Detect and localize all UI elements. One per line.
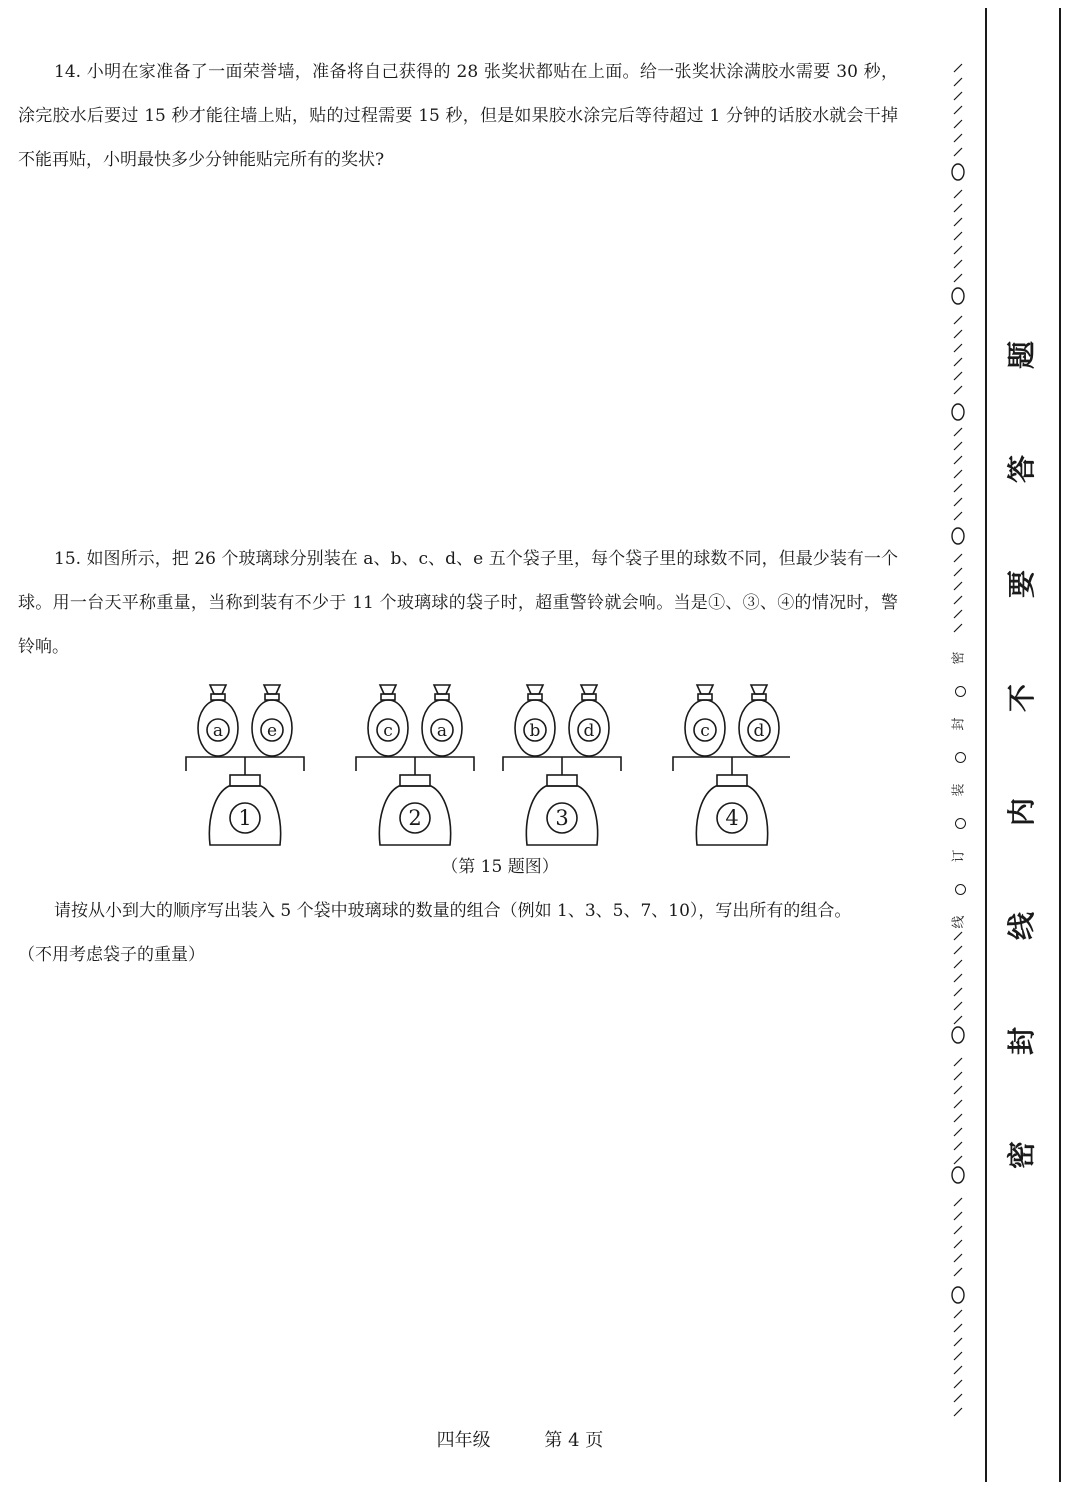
seal-warning-char: 不 [1004, 683, 1038, 712]
seal-dash [954, 218, 962, 226]
seal-dash [954, 358, 962, 366]
seal-dash [954, 386, 962, 394]
seal-dash [954, 1324, 962, 1332]
seal-dash [954, 1212, 962, 1220]
bag-tie [751, 685, 767, 694]
seal-dash [954, 1002, 962, 1010]
bag-neck [528, 694, 542, 700]
binding-ring-icon [955, 818, 966, 829]
scale-number: 2 [408, 806, 422, 830]
bag-label: e [266, 721, 278, 741]
scale-number: 4 [725, 806, 739, 830]
seal-dash [954, 1240, 962, 1248]
seal-dash [954, 232, 962, 240]
bag-neck [752, 694, 766, 700]
scale-neck [717, 775, 747, 786]
seal-dash [954, 1100, 962, 1108]
bag-label: c [700, 721, 710, 741]
seal-dash [954, 428, 962, 436]
seal-dash [954, 190, 962, 198]
bag-label: b [529, 721, 541, 741]
seal-dash [954, 1408, 962, 1416]
binding-mark-ding: 订 [951, 849, 967, 863]
binding-mark-feng: 封 [951, 717, 967, 731]
balance-scale [186, 685, 304, 845]
seal-ring-icon [952, 288, 964, 304]
seal-dash [954, 1394, 962, 1402]
seal-dash [954, 1128, 962, 1136]
seal-dash [954, 442, 962, 450]
bag-label: d [753, 721, 765, 741]
seal-dash [954, 64, 962, 72]
binding-mark-zhuang: 装 [951, 783, 967, 797]
seal-dash [954, 1072, 962, 1080]
question-14-text: 14. 小明在家准备了一面荣誉墙，准备将自己获得的 28 张奖状都贴在上面。给一张奖状涂满胶水需要 30 秒，涂完胶水后要过 15 秒才能往墙上贴，贴的过程需要 15 秒，但是如果胶水涂完后等待超过 1 分钟的话胶水就会干掉不能再贴，小明最快多少分钟能贴完所有的奖状? [18, 62, 898, 170]
footer-grade: 四年级 [436, 1430, 491, 1451]
binding-mark-xian: 线 [951, 915, 967, 929]
seal-dash [954, 1016, 962, 1024]
seal-dash [954, 1114, 962, 1122]
bag-neck [698, 694, 712, 700]
scale-number: 3 [555, 806, 569, 830]
seal-warning-char: 密 [1004, 1140, 1038, 1169]
bag-tie [527, 685, 543, 694]
seal-ring-icon [952, 1167, 964, 1183]
seal-ring-icon [952, 1287, 964, 1303]
seal-dash [954, 204, 962, 212]
seal-dash [954, 1226, 962, 1234]
seal-dash [954, 498, 962, 506]
question-15 [18, 537, 898, 669]
seal-dash [954, 134, 962, 142]
bag-tie [380, 685, 396, 694]
bag-neck [435, 694, 449, 700]
figure-caption: （第 15 题图） [441, 857, 559, 877]
bag-tie [264, 685, 280, 694]
seal-dash [954, 624, 962, 632]
seal-ring-icon [952, 1027, 964, 1043]
balance-scales-figure [170, 678, 790, 853]
seal-warning-char: 要 [1004, 569, 1038, 598]
seal-dash [954, 610, 962, 618]
balance-scale [503, 685, 621, 845]
bag-neck [582, 694, 596, 700]
seal-dash [954, 988, 962, 996]
ball-bag [422, 685, 462, 756]
question-14 [18, 50, 898, 182]
bag-label: d [583, 721, 595, 741]
bag-label: a [436, 721, 448, 741]
footer-page-number: 第 4 页 [544, 1430, 604, 1451]
instruction-text: 请按从小到大的顺序写出装入 5 个袋中玻璃球的数量的组合（例如 1、3、5、7、10），写出所有的组合。 [54, 901, 852, 921]
seal-dash [954, 92, 962, 100]
seal-dash [954, 974, 962, 982]
seal-dash [954, 1058, 962, 1066]
bag-tie [697, 685, 713, 694]
seal-dash [954, 568, 962, 576]
seal-dash [954, 596, 962, 604]
seal-dash [954, 960, 962, 968]
ball-bag [569, 685, 609, 756]
binding-ring-icon [955, 884, 966, 895]
balance-scale [356, 685, 474, 845]
binding-ring-icon [955, 686, 966, 697]
seal-ring-icon [952, 404, 964, 420]
seal-warning-char: 答 [1004, 455, 1038, 484]
seal-ring-icon [952, 528, 964, 544]
seal-dash [954, 1338, 962, 1346]
seal-dash [954, 554, 962, 562]
bag-neck [211, 694, 225, 700]
seal-dash [954, 1198, 962, 1206]
seal-dash [954, 1352, 962, 1360]
scale-neck [547, 775, 577, 786]
ball-bag [515, 685, 555, 756]
ball-bag [685, 685, 725, 756]
bag-tie [434, 685, 450, 694]
seal-dash [954, 1380, 962, 1388]
seal-dash [954, 470, 962, 478]
balance-scale [673, 685, 790, 845]
bag-label: c [383, 721, 393, 741]
bag-neck [265, 694, 279, 700]
binding-mark-mi: 密 [951, 651, 967, 665]
question-15-text: 15. 如图所示，把 26 个玻璃球分别装在 a、b、c、d、e 五个袋子里，每个袋子里的球数不同，但最少装有一个球。用一台天平称重量，当称到装有不少于 11 个玻璃球的袋子时，超重警铃就会响。当是①、③、④的情况时，警铃响。 [18, 549, 898, 657]
ball-bag [198, 685, 238, 756]
seal-warning-text [995, 340, 1049, 1170]
seal-dash [954, 330, 962, 338]
seal-dash [954, 372, 962, 380]
ball-bag [252, 685, 292, 756]
seal-dash [954, 1366, 962, 1374]
seal-dash [954, 316, 962, 324]
scale-neck [400, 775, 430, 786]
ball-bag [739, 685, 779, 756]
question-15-instruction [18, 889, 908, 977]
seal-warning-char: 线 [1004, 912, 1038, 941]
seal-dash [954, 274, 962, 282]
instruction-note: （不用考虑袋子的重量） [18, 945, 205, 965]
seal-dash [954, 512, 962, 520]
binding-marks [950, 650, 970, 930]
seal-warning-char: 题 [1004, 340, 1038, 370]
seal-dash [954, 484, 962, 492]
seal-dash [954, 932, 962, 940]
seal-warning-char: 内 [1004, 798, 1038, 827]
seal-dash [954, 1310, 962, 1318]
page-footer [0, 1426, 1040, 1452]
seal-border-right [1059, 8, 1061, 1482]
seal-dash [954, 1142, 962, 1150]
seal-dash [954, 456, 962, 464]
seal-dash [954, 106, 962, 114]
bag-tie [210, 685, 226, 694]
seal-dash [954, 1268, 962, 1276]
ball-bag [368, 685, 408, 756]
seal-dash [954, 946, 962, 954]
seal-dash [954, 582, 962, 590]
seal-border-left [985, 8, 987, 1482]
scale-neck [230, 775, 260, 786]
seal-dash [954, 148, 962, 156]
bag-tie [581, 685, 597, 694]
binding-ring-icon [955, 752, 966, 763]
seal-dash [954, 1156, 962, 1164]
bag-label: a [212, 721, 224, 741]
seal-dash [954, 344, 962, 352]
seal-dash [954, 78, 962, 86]
bag-neck [381, 694, 395, 700]
seal-ring-icon [952, 164, 964, 180]
seal-dash [954, 1254, 962, 1262]
scale-number: 1 [238, 806, 252, 830]
seal-dash [954, 246, 962, 254]
seal-dash [954, 120, 962, 128]
seal-dash [954, 260, 962, 268]
seal-dash [954, 1086, 962, 1094]
seal-warning-char: 封 [1004, 1026, 1038, 1055]
